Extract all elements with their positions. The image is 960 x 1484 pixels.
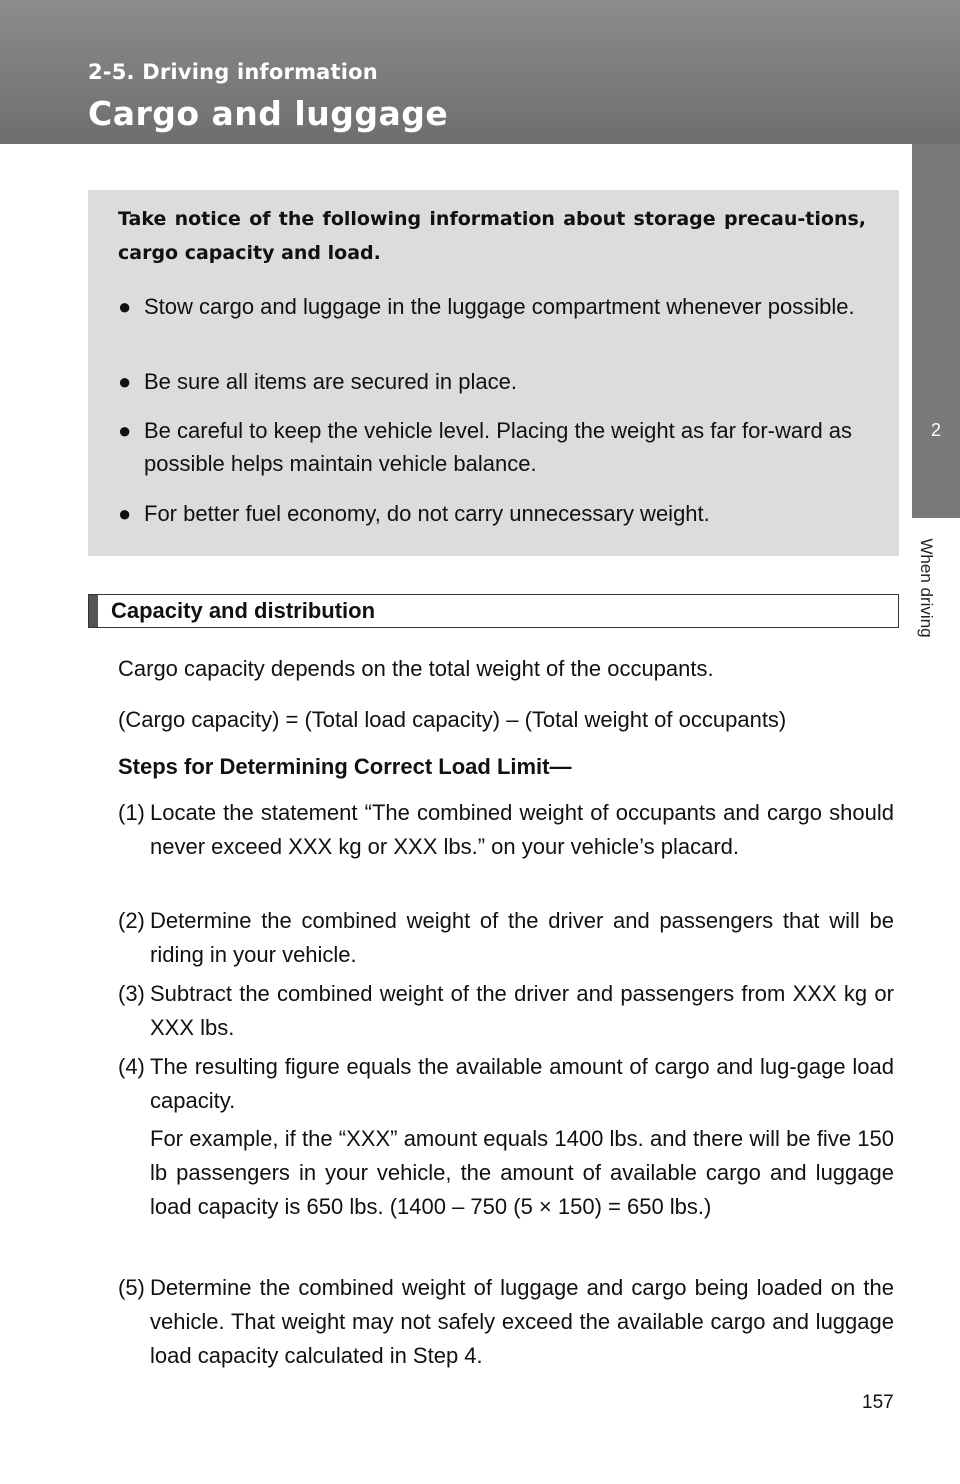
- step-item: (5) Determine the combined weight of luggage and cargo being loaded on the vehicle. That weight may not safely exceed the available cargo and luggage load capacity calculated in Step 4.: [118, 1275, 894, 1368]
- step-item: (3) Subtract the combined weight of the driver and passengers from XXX kg or XXX lbs.: [118, 981, 894, 1040]
- steps-title: Steps for Determining Correct Load Limit—: [118, 754, 572, 779]
- info-intro: Take notice of the following information about storage precau-tions, cargo capacity and load.: [118, 208, 866, 264]
- info-bullet: ● Stow cargo and luggage in the luggage compartment whenever possible.: [118, 290, 868, 323]
- bullet-dot-icon: ●: [118, 294, 132, 319]
- info-bullet: ● Be sure all items are secured in place.: [118, 365, 868, 398]
- page-title: Cargo and luggage: [88, 94, 449, 133]
- capacity-intro: Cargo capacity depends on the total weight of the occupants.: [118, 656, 714, 681]
- step-item: (4) The resulting figure equals the available amount of cargo and lug-gage load capacity.: [118, 1054, 894, 1113]
- chapter-label: When driving: [917, 538, 936, 638]
- step-example: For example, if the “XXX” amount equals 1400 lbs. and there will be five 150 lb passengers in your vehicle, the amount of available cargo and luggage load capacity is 650 lbs. (1400 – 750 (5 × 150) = 650 lbs.): [150, 1126, 894, 1219]
- step-item: (1) Locate the statement “The combined weight of occupants and cargo should never exceed XXX kg or XXX lbs.” on your vehicle’s placard.: [118, 800, 894, 859]
- bullet-dot-icon: ●: [118, 501, 132, 526]
- bullet-dot-icon: ●: [118, 418, 132, 443]
- chapter-number: 2: [930, 420, 941, 440]
- page-number: 157: [862, 1392, 894, 1413]
- page-header: [0, 0, 960, 144]
- section-heading: Capacity and distribution: [88, 594, 899, 628]
- step-item: (2) Determine the combined weight of the driver and passengers that will be riding in your vehicle.: [118, 908, 894, 967]
- capacity-formula: (Cargo capacity) = (Total load capacity) – (Total weight of occupants): [118, 707, 787, 732]
- info-bullet: ● Be careful to keep the vehicle level. Placing the weight as far for-ward as possible helps maintain vehicle balance.: [118, 414, 868, 480]
- info-bullet: ● For better fuel economy, do not carry unnecessary weight.: [118, 497, 868, 530]
- section-label: 2-5. Driving information: [88, 60, 378, 84]
- bullet-dot-icon: ●: [118, 369, 132, 394]
- chapter-tab: [912, 144, 960, 518]
- heading-bar: [89, 595, 98, 627]
- info-box: [88, 190, 899, 556]
